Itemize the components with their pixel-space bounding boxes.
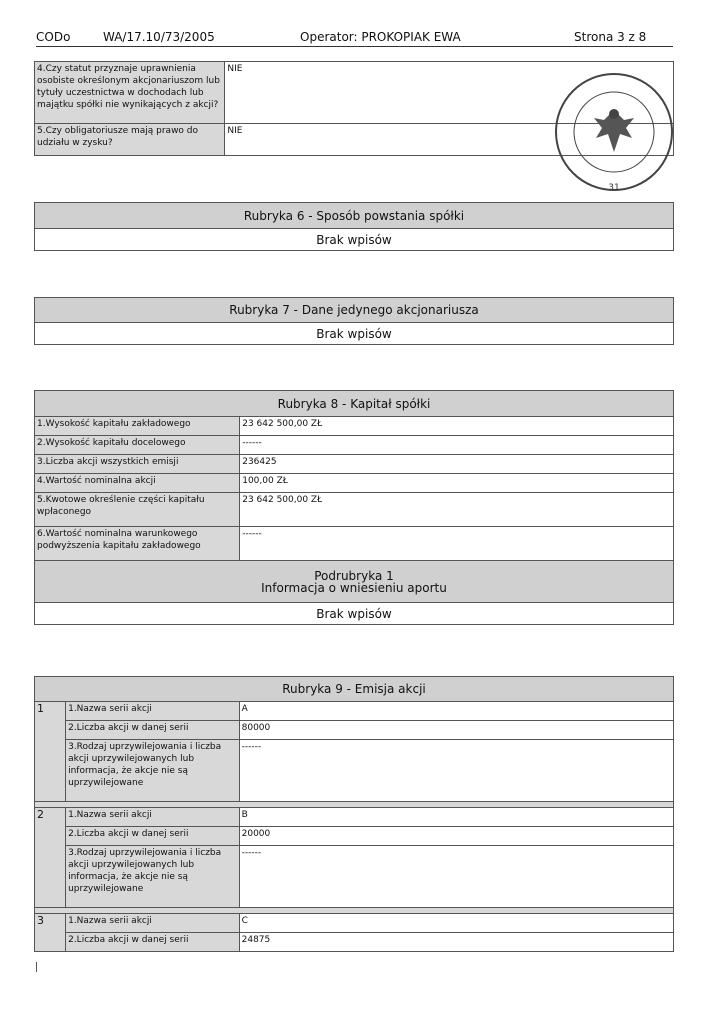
rubryka-8-value-2: ------ — [240, 436, 674, 455]
court-register-stamp — [552, 62, 677, 197]
podrubryka-1-title-line-1: Podrubryka 1 — [314, 568, 394, 583]
top-row-value-5: NIE — [225, 124, 674, 156]
rubryka-8-value-4: 100,00 ZŁ — [240, 474, 674, 493]
rubryka-8-value-6: ------ — [240, 527, 674, 561]
emission-2-count-value: 20000 — [239, 827, 673, 846]
rubryka-8-value-1: 23 642 500,00 ZŁ — [240, 417, 674, 436]
rubryka-6-table — [34, 202, 674, 251]
emission-1-name-label: 1.Nazwa serii akcji — [66, 702, 240, 721]
emission-3-count-value: 24875 — [239, 933, 673, 952]
top-row-value-4: NIE — [225, 62, 674, 124]
emission-number-3: 3 — [35, 914, 66, 952]
emission-1-privilege-value: ------ — [239, 740, 673, 802]
rubryka-8-label-6: 6.Wartość nominalna warunkowego podwyższenia kapitału zakładowego — [35, 527, 240, 561]
emission-1-privilege-label: 3.Rodzaj uprzywilejowania i liczba akcji uprzywilejowanych lub informacja, że akcje nie są uprzywilejowane — [66, 740, 240, 802]
header-reference: WA/17.10/73/2005 — [103, 30, 215, 44]
top-row-label-4: 4.Czy statut przyznaje uprawnienia osobiste określonym akcjonariuszom lub tytuły uczestnictwa w dochodach lub majątku spółki nie wynikających z akcji? — [35, 62, 225, 124]
emission-1-name-value: A — [239, 702, 673, 721]
rubryka-7-title: Rubryka 7 - Dane jedynego akcjonariusza — [35, 298, 674, 323]
rubryka-8-title: Rubryka 8 - Kapitał spółki — [35, 391, 674, 417]
header-rule — [36, 46, 673, 47]
podrubryka-1-title-line-2: Informacja o wniesieniu aportu — [261, 580, 447, 595]
rubryka-8-label-1: 1.Wysokość kapitału zakładowego — [35, 417, 240, 436]
rubryka-8-label-5: 5.Kwotowe określenie części kapitału wpłaconego — [35, 493, 240, 527]
emission-number-1: 1 — [35, 702, 66, 802]
emission-2-name-label: 1.Nazwa serii akcji — [66, 808, 240, 827]
rubryka-8-label-2: 2.Wysokość kapitału docelowego — [35, 436, 240, 455]
rubryka-9-table — [34, 676, 674, 952]
rubryka-8-label-3: 3.Liczba akcji wszystkich emisji — [35, 455, 240, 474]
podrubryka-1-value: Brak wpisów — [35, 603, 674, 625]
rubryka-8-value-5: 23 642 500,00 ZŁ — [240, 493, 674, 527]
emission-1-count-label: 2.Liczba akcji w danej serii — [66, 721, 240, 740]
rubryka-9-title: Rubryka 9 - Emisja akcji — [35, 677, 674, 702]
emission-2-privilege-value: ------ — [239, 846, 673, 908]
header-codo: CODo — [36, 30, 71, 44]
rubryka-6-title: Rubryka 6 - Sposób powstania spółki — [35, 203, 674, 229]
table-continuation-line — [36, 962, 37, 972]
header-operator: Operator: PROKOPIAK EWA — [300, 30, 461, 44]
emission-1-count-value: 80000 — [239, 721, 673, 740]
emission-3-count-label: 2.Liczba akcji w danej serii — [66, 933, 240, 952]
podrubryka-1-title — [35, 561, 674, 603]
rubryka-8-value-3: 236425 — [240, 455, 674, 474]
header-page-number: Strona 3 z 8 — [574, 30, 647, 44]
rubryka-8-label-4: 4.Wartość nominalna akcji — [35, 474, 240, 493]
rubryka-7-table — [34, 297, 674, 345]
emission-number-2: 2 — [35, 808, 66, 908]
stamp-number: 31 — [608, 183, 620, 193]
emission-3-name-label: 1.Nazwa serii akcji — [66, 914, 240, 933]
rubryka-8-table — [34, 390, 674, 625]
rubryka-6-value: Brak wpisów — [35, 229, 674, 251]
rubryka-7-value: Brak wpisów — [35, 323, 674, 345]
emission-2-name-value: B — [239, 808, 673, 827]
emission-3-name-value: C — [239, 914, 673, 933]
emission-2-count-label: 2.Liczba akcji w danej serii — [66, 827, 240, 846]
emission-2-privilege-label: 3.Rodzaj uprzywilejowania i liczba akcji uprzywilejowanych lub informacja, że akcje nie są uprzywilejowane — [66, 846, 240, 908]
top-row-label-5: 5.Czy obligatoriusze mają prawo do udziału w zysku? — [35, 124, 225, 156]
